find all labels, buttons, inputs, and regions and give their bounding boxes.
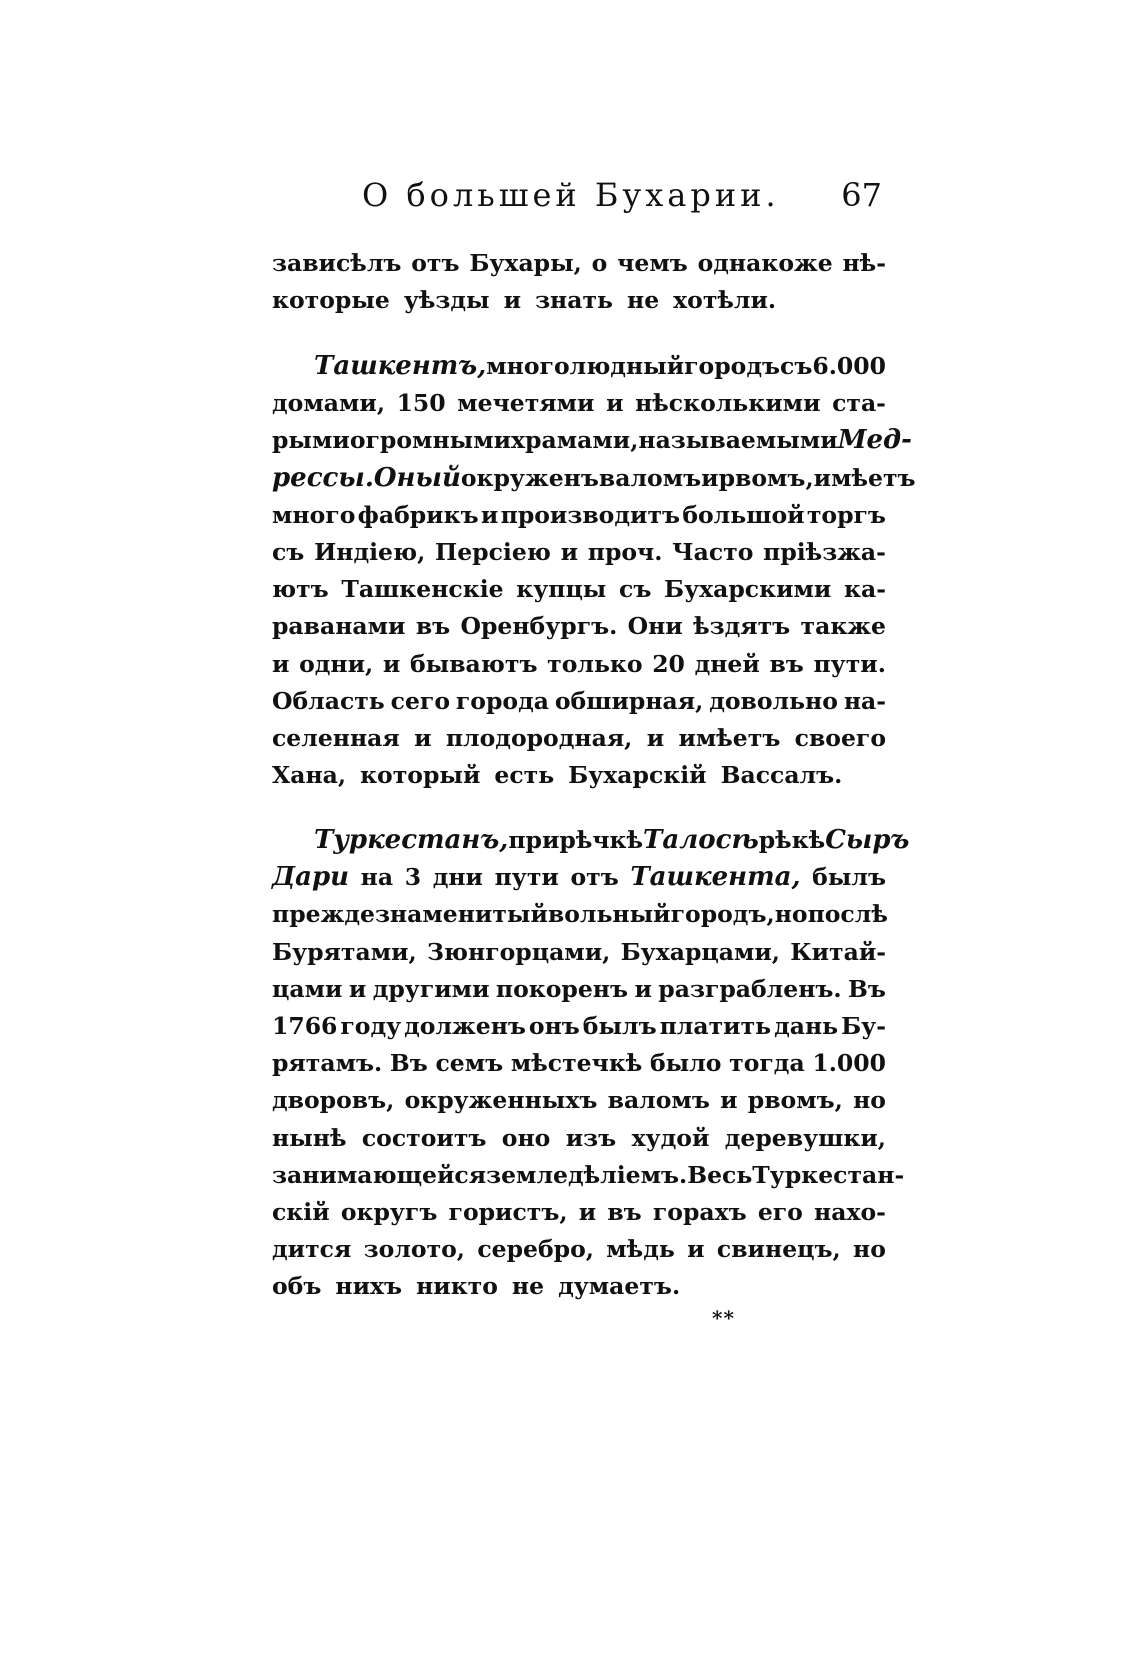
word: Сыръ	[825, 825, 910, 855]
word: и	[560, 537, 579, 566]
text-line	[272, 720, 886, 757]
word: прежде	[272, 900, 375, 929]
word: было	[650, 1049, 722, 1078]
word: довольно	[709, 686, 838, 715]
word: мечетями	[457, 389, 595, 418]
word: раванами	[272, 612, 406, 641]
word: рѣкѣ	[758, 826, 826, 854]
word: сего	[390, 686, 450, 715]
word: торгъ	[806, 500, 886, 529]
word: году	[340, 1011, 402, 1040]
word: оно	[501, 1123, 551, 1152]
text-line	[272, 1082, 886, 1119]
word: и	[414, 723, 432, 752]
word: однакоже	[697, 249, 833, 277]
word: хотѣли.	[673, 286, 777, 315]
word: есть	[494, 761, 555, 790]
word: другими	[372, 974, 490, 1003]
word: Вассалъ.	[720, 761, 843, 790]
word: обширная,	[554, 686, 704, 715]
word: свинецъ,	[716, 1235, 841, 1264]
word: Область	[272, 686, 385, 715]
word: былъ	[582, 1011, 657, 1040]
word: мѣстечкѣ	[510, 1049, 643, 1078]
word: и	[480, 500, 499, 529]
word: нѣ-	[842, 249, 886, 277]
word: купцы	[516, 575, 607, 604]
word: Бухары,	[469, 249, 582, 277]
word: мѣдь	[606, 1235, 675, 1264]
word: своего	[794, 723, 886, 752]
text-line	[272, 934, 886, 971]
word: чемъ	[617, 249, 688, 277]
word: Туркестан-	[752, 1160, 905, 1189]
word: дней	[694, 649, 760, 678]
word: Часто	[672, 537, 754, 566]
word: Бухарскій	[568, 761, 707, 790]
word: семъ	[435, 1049, 504, 1078]
word: зависѣлъ	[272, 249, 402, 277]
word: Зюнгорцами,	[426, 937, 611, 966]
word: разграбленъ.	[658, 974, 842, 1003]
word: пути	[494, 863, 559, 892]
text-line	[272, 460, 916, 497]
word: Персіею	[435, 537, 551, 566]
text-line	[272, 896, 886, 933]
word: который	[360, 761, 481, 790]
word: рыми	[272, 426, 350, 455]
word: пріѣзжа-	[763, 537, 886, 566]
text-line	[272, 422, 912, 459]
paragraph-turkestan	[272, 822, 910, 1305]
text-line	[272, 1008, 886, 1045]
word: селенная	[272, 723, 400, 752]
word: съ	[780, 352, 813, 380]
word: его	[757, 1197, 803, 1226]
word: о	[591, 249, 608, 277]
word: 150	[396, 389, 446, 418]
word: плодородная,	[445, 723, 633, 752]
text-line	[272, 757, 886, 794]
word: Въ	[389, 1049, 428, 1078]
word: вольный	[547, 900, 671, 929]
word: нынѣ	[272, 1123, 347, 1152]
word: нѣсколькими	[635, 389, 821, 418]
word: и	[382, 649, 401, 678]
word: послѣ	[807, 900, 888, 929]
word: округъ	[340, 1197, 438, 1226]
word: Оренбургъ.	[460, 612, 618, 641]
word: покоренъ	[495, 974, 629, 1003]
word: 1.000	[812, 1049, 886, 1078]
word: и	[348, 974, 367, 1003]
word: но	[853, 1235, 886, 1264]
word: деревушки,	[724, 1123, 886, 1152]
word: рвомъ,	[747, 1086, 843, 1115]
word: пути.	[813, 649, 886, 678]
text-line	[272, 245, 886, 282]
page-number: 67	[841, 176, 882, 214]
word: много	[272, 500, 356, 529]
word: Ташкенскіе	[341, 575, 504, 604]
text-line	[272, 282, 886, 319]
word: платить	[659, 1011, 772, 1040]
word: былъ	[812, 863, 886, 892]
word: на-	[843, 686, 886, 715]
word: храмами,называемыми	[511, 426, 838, 455]
text-line	[272, 822, 910, 859]
text-line	[272, 683, 886, 720]
word: рятамъ.	[272, 1049, 383, 1078]
word: города	[455, 686, 549, 715]
word: никто	[416, 1272, 498, 1301]
word: только	[547, 649, 643, 678]
text-line	[272, 1045, 886, 1082]
word: отъ	[411, 249, 460, 277]
word: нахо-	[814, 1197, 886, 1226]
word: нихъ	[335, 1272, 403, 1301]
word: съ	[272, 537, 305, 566]
word: тогда	[729, 1049, 805, 1078]
word: отъ	[570, 863, 619, 892]
text-line	[272, 1268, 886, 1305]
word: и	[646, 723, 665, 752]
word: въ	[607, 1197, 642, 1226]
word: городъ	[684, 352, 781, 380]
word: Бурятами,	[272, 937, 417, 966]
word: 20	[652, 649, 685, 678]
word: Хана,	[272, 761, 347, 790]
word: ѣздятъ	[693, 612, 791, 641]
word: одни,	[299, 649, 374, 678]
paragraph-continuation	[272, 245, 886, 319]
word: гористъ,	[448, 1197, 568, 1226]
word: многолюдный	[486, 352, 685, 380]
word: бываютъ	[410, 649, 538, 678]
word: знаменитый	[374, 900, 548, 929]
word: рѣчкѣ	[559, 826, 644, 854]
word: также	[800, 612, 886, 641]
text-line	[272, 1120, 886, 1157]
word: и	[503, 286, 522, 315]
word: и	[606, 389, 624, 418]
word: не	[627, 286, 660, 315]
text-line	[272, 646, 886, 683]
word: рвомъ,имѣетъ	[718, 463, 916, 492]
word: рессы.Оный	[272, 462, 461, 493]
word: огромными	[349, 426, 512, 455]
word: долженъ	[404, 1011, 526, 1040]
word: проч.	[587, 537, 663, 566]
word: Въ	[848, 974, 886, 1003]
text-line	[272, 608, 886, 645]
text-line	[272, 534, 886, 571]
word: Бухарцами,	[620, 937, 780, 966]
word: на	[360, 863, 394, 892]
end-mark: **	[712, 1306, 735, 1330]
word: но	[853, 1086, 886, 1115]
word: валомъ	[607, 1086, 710, 1115]
word: Туркестанъ,	[314, 825, 509, 855]
word: окруженныхъ	[404, 1086, 598, 1115]
word: производитъ	[500, 500, 681, 529]
word: 6.000	[812, 352, 886, 380]
word: которые	[272, 286, 390, 315]
word: золото,	[363, 1235, 465, 1264]
word: объ	[272, 1272, 322, 1301]
word: ка-	[844, 575, 886, 604]
word: домами,	[272, 389, 386, 418]
word: въ	[415, 612, 451, 641]
word: городъ,	[670, 900, 775, 929]
word: онъ	[528, 1011, 580, 1040]
word: при	[508, 826, 560, 854]
text-line	[272, 385, 886, 422]
word: и	[272, 649, 290, 678]
word: фабрикъ	[357, 500, 479, 529]
text-line	[272, 971, 886, 1008]
paragraph-tashkent	[272, 348, 916, 794]
word: и	[720, 1086, 738, 1115]
word: ста-	[832, 389, 886, 418]
word: серебро,	[477, 1235, 594, 1264]
text-line	[272, 1157, 905, 1194]
word: худой	[631, 1123, 710, 1152]
word: имѣетъ	[678, 723, 781, 752]
word: дится	[272, 1235, 352, 1264]
word: Индіею,	[314, 537, 426, 566]
word: цами	[272, 974, 343, 1003]
word: знать	[535, 286, 613, 315]
word: думаетъ.	[558, 1272, 681, 1301]
word: занимающейся	[272, 1160, 487, 1189]
text-line	[272, 571, 886, 608]
word: и	[687, 1235, 705, 1264]
word: и	[578, 1197, 597, 1226]
word: Мед-	[837, 425, 912, 456]
word: горахъ	[652, 1197, 747, 1226]
word: уѣзды	[403, 286, 490, 315]
word: состоитъ	[361, 1123, 487, 1152]
word: и	[701, 463, 719, 492]
word: Китай-	[790, 937, 886, 966]
word: дань	[774, 1011, 839, 1040]
running-head	[362, 176, 882, 216]
word: въ	[769, 649, 804, 678]
text-line	[272, 859, 886, 896]
text-line	[272, 348, 886, 385]
word: изъ	[565, 1123, 617, 1152]
word: валомъ	[598, 463, 702, 492]
word: Талосѣ	[643, 825, 759, 855]
word: Дари	[272, 862, 350, 893]
word: съ	[619, 575, 652, 604]
word: дворовъ,	[272, 1086, 395, 1115]
word: окруженъ	[460, 463, 599, 492]
word: Ташкента,	[630, 862, 801, 893]
word: 1766	[272, 1011, 338, 1040]
word: ютъ	[272, 575, 329, 604]
word: дни	[432, 863, 483, 892]
word: и	[634, 974, 652, 1003]
word: но	[774, 900, 808, 929]
word: Они	[627, 612, 683, 641]
word: Бу-	[841, 1011, 886, 1040]
word: Весь	[687, 1160, 753, 1189]
word: большой	[682, 500, 805, 529]
word: не	[511, 1272, 545, 1301]
text-line	[272, 1231, 886, 1268]
word: Бухарскими	[664, 575, 832, 604]
word: земледѣліемъ.	[486, 1160, 688, 1189]
word: скій	[272, 1197, 330, 1226]
text-line	[272, 1194, 886, 1231]
text-line	[272, 497, 886, 534]
word: 3	[404, 863, 422, 892]
word: Ташкентъ,	[314, 351, 487, 381]
running-title: О большей Бухарии.	[362, 176, 780, 214]
